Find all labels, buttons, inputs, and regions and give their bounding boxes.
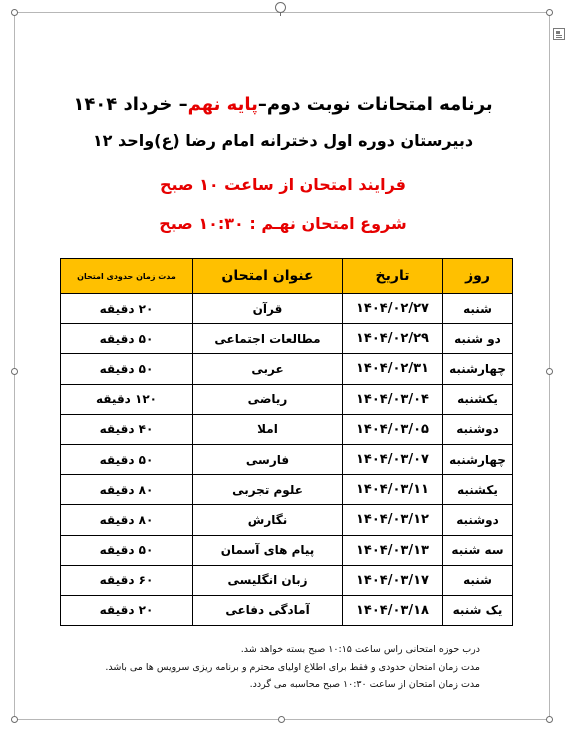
cell-day: سه شنبه: [443, 535, 513, 565]
cell-subject: آمادگی دفاعی: [193, 595, 343, 625]
table-row: [61, 505, 513, 535]
cell-duration: ۲۰ دقیقه: [61, 294, 193, 324]
exam-schedule-table: [60, 258, 513, 626]
cell-duration: ۵۰ دقیقه: [61, 324, 193, 354]
cell-subject: زبان انگلیسی: [193, 565, 343, 595]
resize-handle-middle-right[interactable]: [546, 368, 553, 375]
cell-subject: قرآن: [193, 294, 343, 324]
title-grade: پایه نهم: [187, 94, 258, 115]
table-row: [61, 595, 513, 625]
cell-date: ۱۴۰۴/۰۳/۱۲: [343, 505, 443, 535]
rotate-handle[interactable]: [275, 2, 286, 13]
resize-handle-bottom-right[interactable]: [546, 716, 553, 723]
cell-duration: ۸۰ دقیقه: [61, 475, 193, 505]
cell-subject: پیام های آسمان: [193, 535, 343, 565]
cell-date: ۱۴۰۴/۰۳/۱۸: [343, 595, 443, 625]
cell-subject: عربی: [193, 354, 343, 384]
table-row: [61, 535, 513, 565]
table-row: [61, 294, 513, 324]
column-header-date: تاریخ: [343, 259, 443, 294]
cell-duration: ۶۰ دقیقه: [61, 565, 193, 595]
table-row: [61, 444, 513, 474]
cell-date: ۱۴۰۴/۰۲/۳۱: [343, 354, 443, 384]
table-row: [61, 565, 513, 595]
table-row: [61, 354, 513, 384]
cell-day: یکشنبه: [443, 475, 513, 505]
cell-date: ۱۴۰۴/۰۳/۱۳: [343, 535, 443, 565]
cell-date: ۱۴۰۴/۰۲/۲۷: [343, 294, 443, 324]
cell-day: چهارشنبه: [443, 444, 513, 474]
note-line: مدت زمان امتحان حدودی و فقط برای اطلاع اولیای محترم و برنامه ریزی سرویس ها می باشد.: [105, 661, 480, 673]
cell-day: یک شنبه: [443, 595, 513, 625]
resize-handle-bottom-center[interactable]: [278, 716, 285, 723]
table-row: [61, 475, 513, 505]
table-header-row: [61, 259, 513, 294]
cell-day: چهارشنبه: [443, 354, 513, 384]
cell-subject: مطالعات اجتماعی: [193, 324, 343, 354]
school-name: دبیرستان دوره اول دخترانه امام رضا (ع)واحد ۱۲: [92, 131, 474, 150]
cell-date: ۱۴۰۴/۰۲/۲۹: [343, 324, 443, 354]
cell-date: ۱۴۰۴/۰۳/۰۷: [343, 444, 443, 474]
column-header-subject: عنوان امتحان: [193, 259, 343, 294]
cell-date: ۱۴۰۴/۰۳/۱۷: [343, 565, 443, 595]
page-title: [20, 94, 546, 115]
cell-duration: ۲۰ دقیقه: [61, 595, 193, 625]
note-line: درب حوزه امتحانی راس ساعت ۱۰:۱۵ صبح بسته خواهد شد.: [240, 644, 480, 655]
cell-duration: ۸۰ دقیقه: [61, 505, 193, 535]
cell-day: یکشنبه: [443, 384, 513, 414]
exam-start-time: شروع امتحان نهـم : ۱۰:۳۰ صبح: [159, 214, 407, 233]
note-line: مدت زمان امتحان از ساعت ۱۰:۳۰ صبح محاسبه می گردد.: [249, 679, 480, 690]
resize-handle-middle-left[interactable]: [11, 368, 18, 375]
resize-handle-top-left[interactable]: [11, 9, 18, 16]
cell-duration: ۴۰ دقیقه: [61, 414, 193, 444]
table-row: [61, 414, 513, 444]
cell-subject: علوم تجربی: [193, 475, 343, 505]
resize-handle-bottom-left[interactable]: [11, 716, 18, 723]
cell-day: دو شنبه: [443, 324, 513, 354]
cell-subject: فارسی: [193, 444, 343, 474]
column-header-day: روز: [443, 259, 513, 294]
resize-handle-top-right[interactable]: [546, 9, 553, 16]
cell-date: ۱۴۰۴/۰۳/۱۱: [343, 475, 443, 505]
cell-duration: ۱۲۰ دقیقه: [61, 384, 193, 414]
cell-subject: نگارش: [193, 505, 343, 535]
column-header-duration: مدت زمان حدودی امتحان: [61, 259, 193, 294]
table-row: [61, 324, 513, 354]
cell-duration: ۵۰ دقیقه: [61, 444, 193, 474]
arrival-time: فرایند امتحان از ساعت ۱۰ صبح: [159, 175, 407, 194]
cell-duration: ۵۰ دقیقه: [61, 354, 193, 384]
cell-date: ۱۴۰۴/۰۳/۰۵: [343, 414, 443, 444]
cell-day: شنبه: [443, 565, 513, 595]
layout-options-icon[interactable]: [553, 28, 565, 40]
cell-date: ۱۴۰۴/۰۳/۰۴: [343, 384, 443, 414]
cell-duration: ۵۰ دقیقه: [61, 535, 193, 565]
title-part-1: برنامه امتحانات نوبت دوم–: [257, 94, 493, 115]
cell-subject: املا: [193, 414, 343, 444]
cell-subject: ریاضی: [193, 384, 343, 414]
cell-day: شنبه: [443, 294, 513, 324]
title-part-2: – خرداد ۱۴۰۴: [73, 94, 188, 115]
notes: [0, 641, 480, 694]
table-row: [61, 384, 513, 414]
cell-day: دوشنبه: [443, 414, 513, 444]
cell-day: دوشنبه: [443, 505, 513, 535]
